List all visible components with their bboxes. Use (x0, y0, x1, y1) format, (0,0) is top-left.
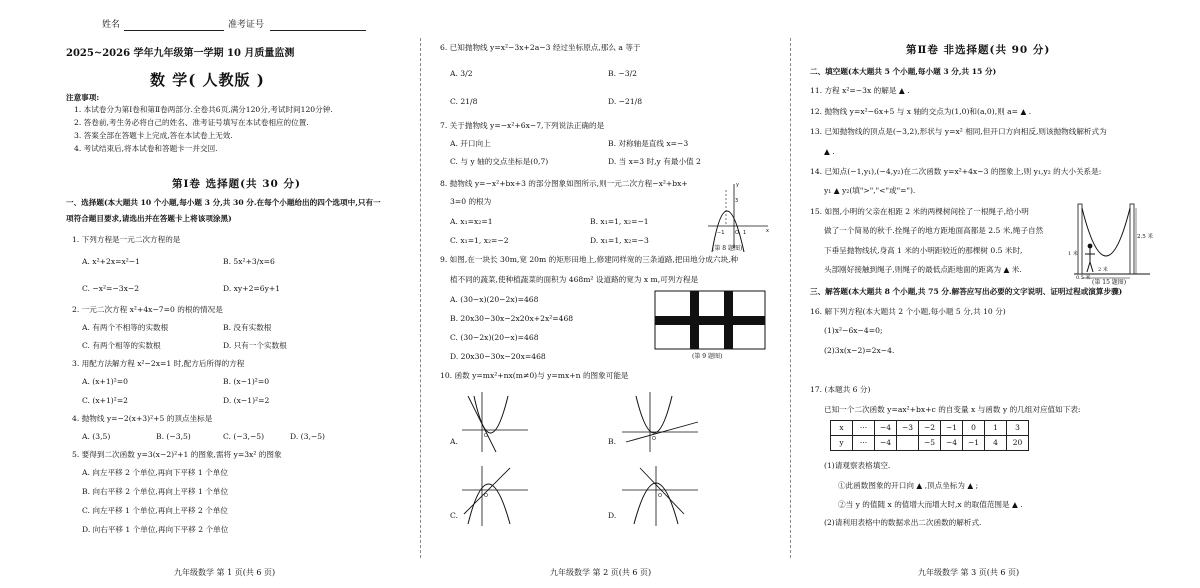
page-1-footer: 九年级数学 第 1 页(共 6 页) (174, 568, 276, 577)
table-row-y (831, 436, 1029, 451)
q6-stem: 6. 已知抛物线 y=x²−3x+2a−3 经过坐标原点,那么 a 等于 (440, 43, 641, 52)
svg-text:O: O (735, 230, 739, 236)
q8-figure (704, 176, 772, 256)
q3-opt-d: D. (x−1)²=2 (223, 396, 270, 405)
table-cell (897, 436, 919, 451)
q7-opt-b: B. 对称轴是直线 x=−3 (608, 139, 689, 148)
table-cell: ··· (853, 436, 875, 451)
q10-label-c: C. (450, 511, 458, 520)
q9-opt-a: A. (30−x)(20−2x)=468 (450, 295, 539, 304)
q15-line-4: 头部刚好接触到绳子,则绳子的最低点距地面的距离为 ▲ 米. (824, 265, 1022, 274)
exam-no-blank[interactable] (270, 30, 366, 31)
svg-text:O: O (484, 493, 488, 499)
q3-opt-c: C. (x+1)²=2 (82, 396, 129, 405)
table-cell: −5 (919, 436, 941, 451)
solve-section-title: 三、解答题(本大题共 8 个小题,共 75 分.解答应写出必要的文字说明、证明过程或演算步骤) (810, 287, 1123, 296)
part2-title: 第Ⅱ卷 非选择题(共 90 分) (906, 44, 1051, 56)
q8-opt-b: B. x₁=1, x₂=−1 (590, 217, 649, 226)
q5-opt-c: C. 向左平移 1 个单位,再向上平移 2 个单位 (82, 506, 229, 515)
exam-no-label: 准考证号 (228, 20, 265, 30)
table-cell: 4 (985, 436, 1007, 451)
q9-opt-c: C. (30−2x)(20−x)=468 (450, 333, 539, 342)
notice-3: 3. 答案全部在答题卡上完成,答在本试卷上无效. (74, 131, 233, 140)
q14-stem-2: y₁ ▲ y₂(填">","<"或"="). (824, 186, 916, 195)
q9-stem: 9. 如图,在一块长 30m,宽 20m 的矩形田地上,修建同样宽的三条道路,把田地分成六块,种 (440, 255, 739, 264)
q4-opt-d: D. (3,−5) (290, 432, 326, 441)
q8-figure-caption: (第 8 题图) (712, 245, 743, 252)
q17-value-table (830, 420, 1029, 451)
table-cell: −2 (919, 421, 941, 436)
table-cell: −1 (941, 421, 963, 436)
q3-opt-a: A. (x+1)²=0 (82, 377, 128, 386)
q1-opt-c: C. −x²=−3x−2 (82, 284, 140, 293)
q17-part-2: (2)请利用表格中的数据求出二次函数的解析式. (824, 518, 982, 527)
q8-stem-2: 3=0 的根为 (450, 197, 492, 206)
page-3 (810, 0, 1153, 588)
q1-opt-a: A. x²+2x=x²−1 (82, 257, 140, 266)
table-row-x (831, 421, 1029, 436)
q6-opt-a: A. 3/2 (450, 69, 473, 78)
q2-opt-c: C. 有两个相等的实数根 (82, 341, 161, 350)
q2-opt-d: D. 只有一个实数根 (223, 341, 287, 350)
q7-opt-d: D. 当 x=3 时,y 有最小值 2 (608, 157, 701, 166)
q10-graph-b (620, 390, 700, 454)
q16-item-1: (1)x²−6x−4=0; (824, 326, 883, 335)
q8-opt-a: A. x₁=x₂=1 (450, 217, 493, 226)
q5-stem: 5. 要得到二次函数 y=3(x−2)²+1 的图象,需将 y=3x² 的图象 (72, 450, 282, 459)
q9-figure (654, 290, 766, 350)
q2-stem: 2. 一元二次方程 x²+4x−7=0 的根的情况是 (72, 305, 223, 314)
fill-section-title: 二、填空题(本大题共 5 个小题,每小题 3 分,共 15 分) (810, 67, 997, 76)
page-2-footer: 九年级数学 第 2 页(共 6 页) (550, 568, 652, 577)
q5-opt-b: B. 向右平移 2 个单位,再向上平移 1 个单位 (82, 487, 229, 496)
q15-figure-caption: (第 15 题图) (1092, 279, 1127, 286)
q11-stem: 11. 方程 x²=−3x 的解是 ▲ . (810, 86, 910, 95)
q13-answer-blank: ▲ . (824, 147, 835, 156)
q15-fig-person-label: 1 米 (1068, 251, 1078, 257)
notice-4: 4. 考试结束后,将本试卷和答题卡一并交回. (74, 144, 218, 153)
q8-opt-d: D. x₁=1, x₂=−3 (590, 236, 649, 245)
q2-opt-a: A. 有两个不相等的实数根 (82, 323, 169, 332)
page-3-footer: 九年级数学 第 3 页(共 6 页) (918, 568, 1020, 577)
table-cell: −3 (897, 421, 919, 436)
q17-stem: 17. (本题共 6 分) (810, 385, 871, 394)
q10-graph-d (620, 464, 700, 528)
table-cell: 20 (1007, 436, 1029, 451)
q12-stem: 12. 抛物线 y=x²−6x+5 与 x 轴的交点为(1,0)和(a,0),则 a= ▲ . (810, 107, 1032, 116)
notice-2: 2. 答卷前,考生务必将自己的姓名、准考证号填写在本试卷相应的位置. (74, 118, 309, 127)
svg-text:O: O (652, 436, 656, 442)
svg-text:x: x (766, 228, 769, 234)
q9-stem-2: 植不同的蔬菜,使种植蔬菜的面积为 468m² 设道路的宽为 x m,可列方程是 (450, 275, 699, 284)
q15-line-1: 15. 如图,小明的父亲在相距 2 米的两棵树间拴了一根绳子,给小明 (810, 207, 1029, 216)
q1-stem: 1. 下列方程是一元二次方程的是 (72, 235, 181, 244)
svg-text:y: y (736, 182, 739, 188)
q7-opt-c: C. 与 y 轴的交点坐标是(0,7) (450, 157, 549, 166)
q15-fig-offset-label: 0.5 米 (1076, 275, 1091, 281)
q3-opt-b: B. (x−1)²=0 (223, 377, 270, 386)
q17-part-1a: ①此函数图象的开口向 ▲ ,顶点坐标为 ▲ ; (838, 481, 979, 490)
q4-stem: 4. 抛物线 y=−2(x+3)²+5 的顶点坐标是 (72, 414, 213, 423)
q7-stem: 7. 关于抛物线 y=−x²+6x−7,下列说法正确的是 (440, 121, 605, 130)
q14-stem: 14. 已知点(−1,y₁),(−4,y₂)在二次函数 y=x²+4x−3 的图象上,则 y₁,y₂ 的大小关系是: (810, 167, 1102, 176)
q10-label-b: B. (608, 437, 616, 446)
subject-title: 数 学( 人教版 ) (150, 71, 265, 89)
q9-figure-caption: (第 9 题图) (692, 353, 723, 360)
svg-text:−1: −1 (717, 230, 725, 236)
q3-stem: 3. 用配方法解方程 x²−2x=1 时,配方后所得的方程 (72, 359, 245, 368)
q15-line-3: 下垂呈抛物线状,身高 1 米的小明距较近的那棵树 0.5 米时, (824, 246, 1023, 255)
column-divider-1 (420, 38, 421, 558)
table-cell: −4 (875, 421, 897, 436)
q10-stem: 10. 函数 y=mx²+nx(m≠0)与 y=mx+n 的图象可能是 (440, 371, 629, 380)
q6-opt-b: B. −3/2 (608, 69, 637, 78)
table-cell: −1 (963, 436, 985, 451)
table-cell: 0 (963, 421, 985, 436)
q4-opt-a: A. (3,5) (82, 432, 111, 441)
q4-opt-c: C. (−3,−5) (223, 432, 265, 441)
q10-label-d: D. (608, 511, 617, 520)
table-cell: −4 (875, 436, 897, 451)
name-label: 姓名 (102, 20, 121, 30)
page-2 (440, 0, 780, 588)
q1-opt-b: B. 5x²+3/x=6 (223, 257, 275, 266)
table-cell: −4 (941, 436, 963, 451)
table-cell: 3 (1007, 421, 1029, 436)
svg-text:1: 1 (743, 230, 747, 236)
table-cell: y (831, 436, 853, 451)
part1-title: 第Ⅰ卷 选择题(共 30 分) (172, 178, 301, 190)
q5-opt-a: A. 向左平移 2 个单位,再向下平移 1 个单位 (82, 468, 228, 477)
q15-figure (1072, 200, 1152, 284)
q10-label-a: A. (450, 437, 458, 446)
page-1 (66, 0, 406, 588)
q1-opt-d: D. xy+2=6y+1 (223, 284, 281, 293)
table-cell: x (831, 421, 853, 436)
q17-part-1b: ②当 y 的值随 x 的值增大而增大时,x 的取值范围是 ▲ . (838, 500, 1023, 509)
q13-stem: 13. 已知抛物线的顶点是(−3,2),形状与 y=x² 相同,但开口方向相反,则该抛物线解析式为 (810, 127, 1107, 136)
q8-stem: 8. 抛物线 y=−x²+bx+3 的部分图象如图所示,则一元二次方程−x²+bx+ (440, 179, 688, 188)
svg-text:3: 3 (735, 198, 739, 204)
part1-instr-1: 一、选择题(本大题共 10 个小题,每小题 3 分,共 30 分.在每个小题给出的四个选项中,只有一 (66, 198, 381, 207)
table-cell: 1 (985, 421, 1007, 436)
notice-title: 注意事项: (66, 93, 100, 102)
q6-opt-d: D. −21/8 (608, 97, 643, 106)
q16-item-2: (2)3x(x−2)=2x−4. (824, 346, 895, 355)
part1-instr-2: 项符合题目要求,请选出并在答题卡上将该项涂黑) (66, 214, 232, 223)
q9-opt-d: D. 20x30−30x−20x=468 (450, 352, 546, 361)
q10-graph-a (460, 390, 530, 454)
name-blank[interactable] (124, 30, 224, 31)
q6-opt-c: C. 21/8 (450, 97, 478, 106)
notice-1: 1. 本试卷分为第Ⅰ卷和第Ⅱ卷两部分.全卷共6页,满分120分,考试时间120分钟. (74, 105, 333, 114)
q15-fig-height-label: 2.5 米 (1137, 234, 1153, 240)
q2-opt-b: B. 没有实数根 (223, 323, 272, 332)
table-cell: ··· (853, 421, 875, 436)
q9-opt-b: B. 20x30−30x−2x20x+2x²=468 (450, 314, 574, 323)
column-divider-2 (790, 38, 791, 558)
svg-text:O: O (658, 493, 662, 499)
q8-opt-c: C. x₁=1, x₂=−2 (450, 236, 509, 245)
q17-desc: 已知一个二次函数 y=ax²+bx+c 的自变量 x 与函数 y 的几组对应值如下表: (824, 405, 1081, 414)
q5-opt-d: D. 向右平移 1 个单位,再向下平移 2 个单位 (82, 525, 229, 534)
svg-text:O: O (484, 433, 488, 439)
q15-line-2: 做了一个简易的秋千.拴绳子的地方距地面高都是 2.5 米,绳子自然 (824, 226, 1044, 235)
q17-part-1: (1)请观察表格填空. (824, 461, 891, 470)
q4-opt-b: B. (−3,5) (156, 432, 191, 441)
exam-title: 2025~2026 学年九年级第一学期 10 月质量监测 (66, 48, 295, 59)
q15-fig-width-label: 2 米 (1098, 267, 1108, 273)
q10-graph-c (460, 464, 530, 528)
q7-opt-a: A. 开口向上 (450, 139, 491, 148)
q16-stem: 16. 解下列方程(本大题共 2 个小题,每小题 5 分,共 10 分) (810, 307, 1006, 316)
